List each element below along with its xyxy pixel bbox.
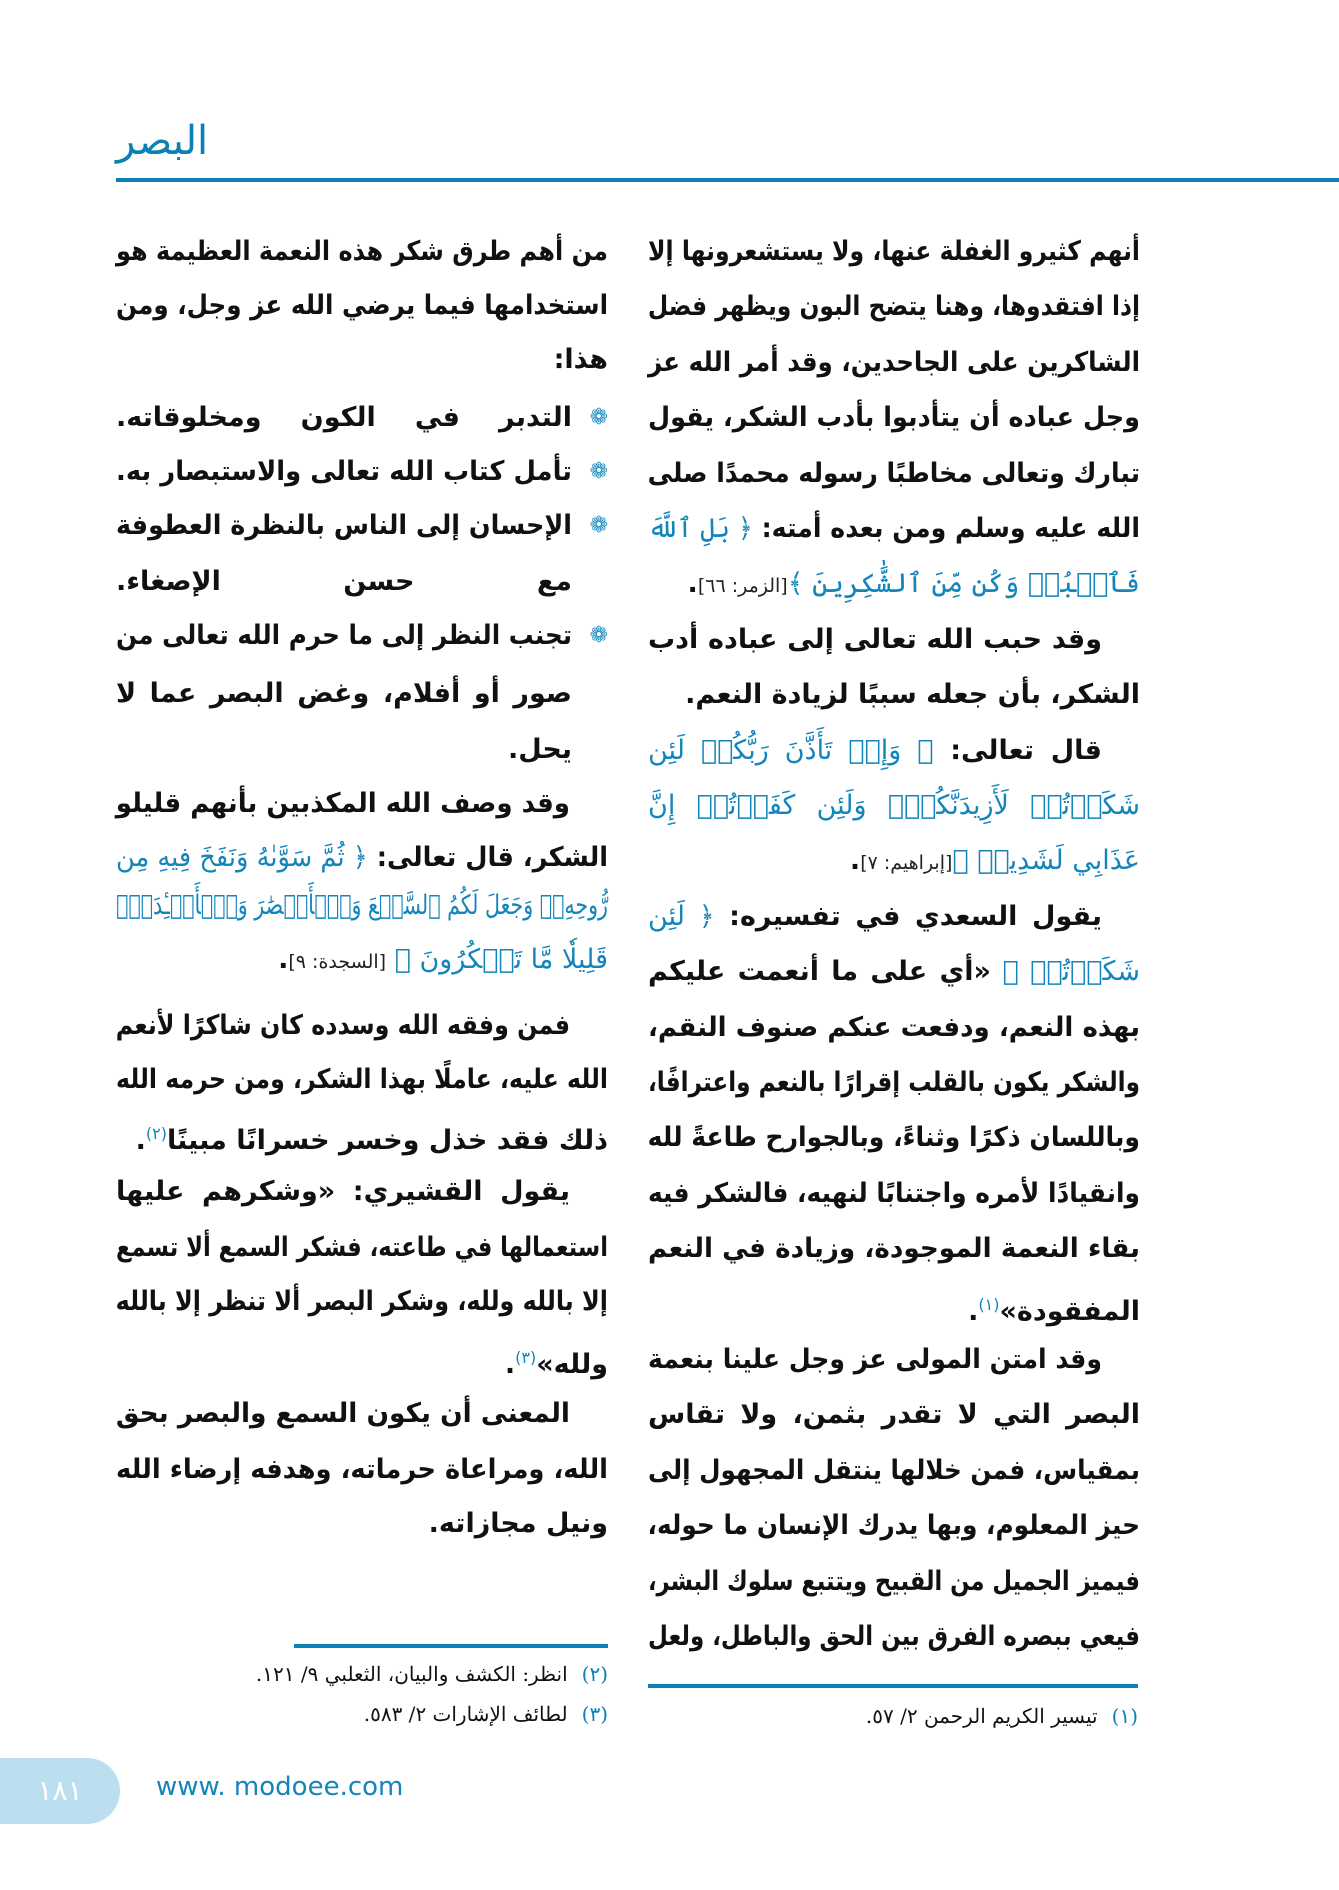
left-text-line xyxy=(116,557,608,607)
footnote-number: (١) xyxy=(1111,1704,1138,1728)
body-text: فمن وفقه الله وسدده كان شاكرًا لأنعم xyxy=(115,1010,571,1041)
body-text: تأمل كتاب الله تعالى والاستبصار به. xyxy=(116,456,572,487)
header-rule xyxy=(116,178,1339,182)
right-text-line xyxy=(648,726,1140,776)
body-text: تبارك وتعالى مخاطبًا رسوله محمدًا صلى xyxy=(647,457,1140,489)
verse-reference: [إبراهيم: ٧] xyxy=(860,852,953,875)
footnote-number: (٣) xyxy=(581,1702,608,1726)
left-text-line xyxy=(116,669,608,719)
body-text: . xyxy=(135,1125,146,1156)
body-text: من أهم طرق شكر هذه النعمة العظيمة هو xyxy=(116,236,608,267)
right-text-line xyxy=(648,1557,1140,1607)
right-text-line xyxy=(648,1446,1140,1496)
verse-reference: [الزمر: ٦٦] xyxy=(697,575,788,598)
footnote-1 xyxy=(866,1704,1138,1728)
website-link[interactable]: www. modoee.com xyxy=(156,1772,404,1802)
footnote-marker[interactable]: (٣) xyxy=(515,1348,537,1367)
left-text-line xyxy=(116,335,608,385)
body-text: تجنب النظر إلى ما حرم الله تعالى من xyxy=(116,620,572,651)
bullet-flower-icon: ❁ xyxy=(589,459,608,484)
left-text-line xyxy=(116,1277,608,1327)
body-text: بمقياس، فمن خلالها ينتقل المجهول إلى xyxy=(647,1454,1140,1486)
body-text: المعنى أن يكون السمع والبصر بحق xyxy=(115,1398,571,1429)
body-text: يقول القشيري: «وشكرهم عليها xyxy=(116,1176,570,1207)
body-text: استخدامها فيما يرضي الله عز وجل، ومن xyxy=(116,290,608,321)
right-text-line xyxy=(648,559,1140,609)
body-text: البصر التي لا تقدر بثمن، ولا تقاس xyxy=(648,1399,1140,1431)
quran-verse-text: فَٱعۡبُدۡ وَكُن مِّنَ ٱلشَّٰكِرِينَ ﴾ xyxy=(787,568,1140,600)
quran-verse-text: رُّوحِهِۦۖ وَجَعَلَ لَكُمُ ٱلسَّمۡعَ وَٱلۡأَبۡصَٰرَ وَٱلۡأَفۡـِٔدَةَۚ xyxy=(116,890,608,921)
footnote-rule-left xyxy=(294,1644,608,1648)
body-text: المفقودة» xyxy=(999,1295,1140,1327)
right-text-line xyxy=(648,947,1140,997)
body-text: وجل عباده أن يتأدبوا بأدب الشكر، يقول xyxy=(648,402,1140,434)
bullet-flower-icon: ❁ xyxy=(589,623,608,648)
body-text: . xyxy=(968,1295,979,1327)
page-number: ١٨١ xyxy=(0,1758,120,1824)
right-text-line xyxy=(648,615,1140,665)
body-text: . xyxy=(504,1349,516,1380)
body-text: إلا بالله ولله، وشكر البصر ألا تنظر إلا بالله xyxy=(115,1286,608,1317)
body-text: وقد وصف الله المكذبين بأنهم قليلو xyxy=(115,788,570,819)
right-text-line xyxy=(648,892,1140,942)
body-text: إذا افتقدوها، وهنا يتضح البون ويظهر فضل xyxy=(647,291,1140,323)
body-text: . xyxy=(849,845,861,877)
left-text-line xyxy=(116,227,608,277)
right-text-line xyxy=(648,227,1140,277)
right-text-line xyxy=(648,504,1140,554)
left-text-line xyxy=(116,935,608,985)
right-text-line xyxy=(648,781,1140,831)
right-text-line xyxy=(648,1003,1140,1053)
body-text: الله عليه وسلم ومن بعده أمته: xyxy=(752,513,1140,544)
body-text: وانقيادًا لأمره واجتنابًا لنهيه، فالشكر فيه xyxy=(647,1177,1140,1209)
right-text-line xyxy=(648,282,1140,332)
body-text: يقول السعدي في تفسيره: xyxy=(714,900,1102,932)
body-text: الشكر، قال تعالى: xyxy=(367,842,608,873)
quran-verse-text: شَكَرۡتُمۡ لَأَزِيدَنَّكُمۡۖ وَلَئِن كَفَرۡتُمۡ إِنَّ xyxy=(648,790,1140,821)
verse-reference: [السجدة: ٩] xyxy=(288,951,387,973)
body-text: ولله» xyxy=(536,1349,608,1380)
body-text: . xyxy=(687,568,698,600)
body-text: وقد حبب الله تعالى إلى عباده أدب xyxy=(648,623,1102,655)
right-text-line xyxy=(648,1224,1140,1274)
body-text: . xyxy=(278,944,289,975)
footnote-marker[interactable]: (٢) xyxy=(145,1124,167,1143)
body-text: قال تعالى: xyxy=(933,734,1102,766)
left-text-line xyxy=(116,833,608,883)
bullet-flower-icon: ❁ xyxy=(589,513,608,538)
right-text-line xyxy=(648,670,1140,720)
body-text: الله، ومراعاة حرماته، وهدفه إرضاء الله xyxy=(116,1454,608,1485)
body-text: التدبر في الكون ومخلوقاته. xyxy=(116,402,572,433)
body-text: بقاء النعمة الموجودة، وزيادة في النعم xyxy=(648,1233,1140,1265)
body-text: حيز المعلوم، وبها يدرك الإنسان ما حوله، xyxy=(647,1510,1140,1542)
left-text-line xyxy=(116,881,608,931)
body-text: الشكر، بأن جعله سببًا لزيادة النعم. xyxy=(685,679,1140,711)
left-text-line xyxy=(116,393,608,443)
right-text-line xyxy=(648,449,1140,499)
left-text-line xyxy=(116,1001,608,1051)
quran-verse-text: ﴿ بَلِ ٱللَّهَ xyxy=(648,513,753,544)
left-text-line xyxy=(116,1109,608,1159)
left-text-line xyxy=(116,611,608,661)
quran-verse-text: شَكَرۡتُمۡ ﴾ xyxy=(990,956,1140,988)
right-text-line xyxy=(648,338,1140,388)
left-text-line xyxy=(116,447,608,497)
body-text: أنهم كثيرو الغفلة عنها، ولا يستشعرونها إلا xyxy=(648,236,1140,267)
left-text-line xyxy=(116,1333,608,1383)
right-text-line xyxy=(648,1612,1140,1662)
body-text: بهذه النعم، ودفعت عنكم صنوف النقم، xyxy=(648,1011,1140,1043)
footnote-text: انظر: الكشف والبيان، الثعلبي ٩/ ١٢١. xyxy=(255,1662,568,1686)
left-text-line xyxy=(116,1223,608,1273)
body-text: والشكر يكون بالقلب إقرارًا بالنعم واعترافًا، xyxy=(648,1067,1140,1098)
footnote-3 xyxy=(364,1702,608,1726)
body-text: يحل. xyxy=(508,734,572,765)
body-text: الله عليه، عاملًا بهذا الشكر، ومن حرمه الله xyxy=(116,1064,608,1095)
footnote-marker[interactable]: (١) xyxy=(978,1294,1000,1314)
body-text: ونيل مجازاته. xyxy=(428,1508,608,1539)
body-text: «أي على ما أنعمت عليكم xyxy=(648,956,991,988)
footnote-text: لطائف الإشارات ٢/ ٥٨٣. xyxy=(363,1702,568,1726)
left-text-line xyxy=(116,725,608,775)
bullet-flower-icon: ❁ xyxy=(589,405,608,430)
quran-verse-text: عَذَابِي لَشَدِيدٞ ﴾ xyxy=(952,845,1140,877)
left-text-line xyxy=(116,281,608,331)
right-text-line xyxy=(648,1058,1140,1108)
body-text: ذلك فقد خذل وخسر خسرانًا مبينًا xyxy=(166,1125,608,1156)
footnote-text: تيسير الكريم الرحمن ٢/ ٥٧. xyxy=(865,1704,1098,1728)
body-text: صور أو أفلام، وغض البصر عما لا xyxy=(116,678,572,709)
body-text: الشاكرين على الجاحدين، وقد أمر الله عز xyxy=(648,346,1140,378)
body-text: فيميز الجميل من القبيح ويتتبع سلوك البشر، xyxy=(647,1565,1140,1597)
quran-verse-text: ﴿ وَإِذۡ تَأَذَّنَ رَبُّكُمۡ لَئِن xyxy=(648,734,934,766)
right-text-line xyxy=(648,393,1140,443)
quran-verse-text: ﴿ لَئِن xyxy=(648,900,715,932)
left-text-line xyxy=(116,1445,608,1495)
footnote-rule-right xyxy=(648,1684,1138,1688)
left-text-line xyxy=(116,779,608,829)
right-text-line xyxy=(648,1280,1140,1330)
right-text-line xyxy=(648,836,1140,886)
footnote-number: (٢) xyxy=(581,1662,608,1686)
left-text-line xyxy=(116,501,608,551)
left-text-line xyxy=(116,1167,608,1217)
right-text-line xyxy=(648,1113,1140,1163)
left-text-line xyxy=(116,1499,608,1549)
body-text: فيعي ببصره الفرق بين الحق والباطل، ولعل xyxy=(648,1621,1140,1652)
body-text: وقد امتن المولى عز وجل علينا بنعمة xyxy=(648,1344,1102,1375)
body-text: مع حسن الإصغاء. xyxy=(116,566,572,597)
footnote-2 xyxy=(256,1662,608,1686)
left-text-line xyxy=(116,1389,608,1439)
chapter-title: البصر xyxy=(116,118,209,164)
body-text: استعمالها في طاعته، فشكر السمع ألا تسمع xyxy=(115,1232,609,1263)
body-text: الإحسان إلى الناس بالنظرة العطوفة xyxy=(116,510,572,541)
right-text-line xyxy=(648,1169,1140,1219)
quran-verse-text: ﴿ ثُمَّ سَوَّىٰهُ وَنَفَخَ فِيهِ مِن xyxy=(116,842,368,873)
body-text: هذا: xyxy=(553,344,608,375)
right-text-line xyxy=(648,1390,1140,1440)
body-text: وباللسان ذكرًا وثناءً، وبالجوارح طاعةً لله xyxy=(647,1122,1140,1154)
right-text-line xyxy=(648,1501,1140,1551)
quran-verse-text: قَلِيلٗا مَّا تَشۡكُرُونَ ﴾ xyxy=(386,944,608,975)
left-text-line xyxy=(116,1055,608,1105)
right-text-line xyxy=(648,1335,1140,1385)
